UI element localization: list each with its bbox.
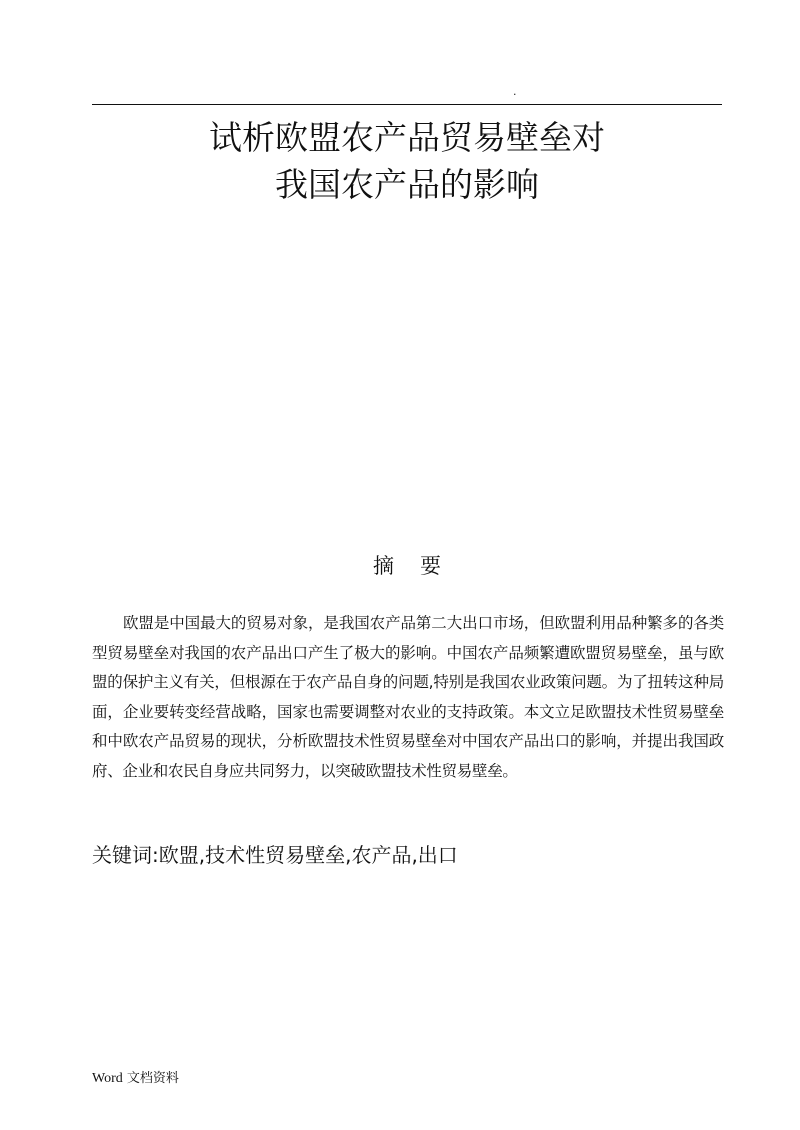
abstract-body: 欧盟是中国最大的贸易对象，是我国农产品第二大出口市场，但欧盟利用品种繁多的各类型贸易壁垒对我国的农产品出口产生了极大的影响。中国农产品频繁遭欧盟贸易壁垒，虽与欧盟的保护主义有关，但根源在于农产品自身的问题,特别是我国农业政策问题。为了扭转这种局面，企业要转变经营战略，国家也需要调整对农业的支持政策。本文立足欧盟技术性贸易壁垒和中欧农产品贸易的现状，分析欧盟技术性贸易壁垒对中国农产品出口的影响，并提出我国政府、企业和农民自身应共同努力，以突破欧盟技术性贸易壁垒。 [92, 614, 724, 780]
footer [92, 1071, 179, 1087]
keywords: 关键词:欧盟,技术性贸易壁垒,农产品,出口 [92, 843, 458, 867]
title-line-2: 我国农产品的影响 [275, 165, 539, 204]
footer-word: Word [92, 1071, 123, 1086]
title-line-1: 试析欧盟农产品贸易壁垒对 [209, 118, 605, 157]
abstract-heading [92, 552, 722, 580]
header-mark: . [513, 85, 517, 98]
header-rule [92, 104, 722, 105]
footer-label: 文档资料 [126, 1071, 179, 1086]
abstract-heading-char-2: 要 [420, 554, 441, 578]
abstract-heading-char-1: 摘 [373, 554, 394, 578]
